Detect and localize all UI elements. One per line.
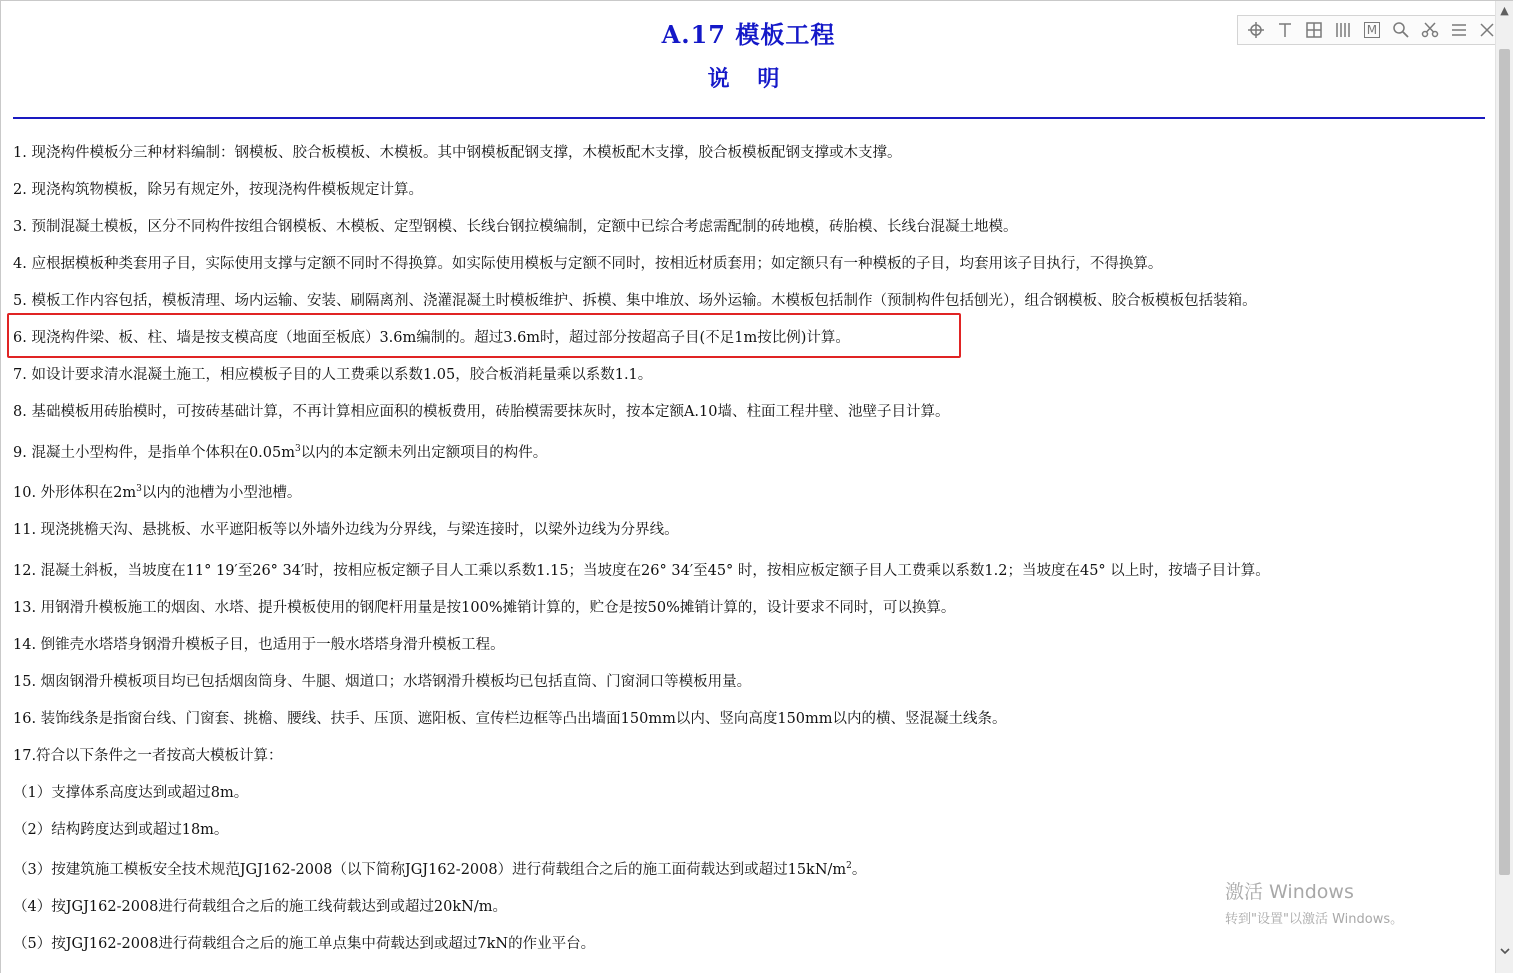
scissors-icon[interactable] <box>1418 18 1442 42</box>
item10-text: 10. 外形体积在2m <box>13 485 137 501</box>
list-item: 15. 烟囱钢滑升模板项目均已包括烟囱筒身、牛腿、烟道口；水塔钢滑升模板均已包括直筒、门窗洞口等模板用量。 <box>13 674 752 690</box>
list-item: （2）结构跨度达到或超过18m。 <box>13 822 229 838</box>
list-item: 1. 现浇构件模板分三种材料编制：钢模板、胶合板模板、木模板。其中钢模板配钢支撑，木模板配木支撑，胶合板模板配钢支撑或木支撑。 <box>13 145 902 161</box>
item10-superscript: 3 <box>136 484 142 495</box>
list-item: 13. 用钢滑升模板施工的烟囱、水塔、提升模板使用的钢爬杆用量是按100%摊销计算的，贮仓是按50%摊销计算的，设计要求不同时，可以换算。 <box>13 600 956 616</box>
item17-3-text-end: 。 <box>851 862 867 878</box>
list-item: 17.符合以下条件之一者按高大模板计算： <box>13 748 283 764</box>
table-icon[interactable] <box>1302 18 1326 42</box>
barcode-icon[interactable] <box>1331 18 1355 42</box>
m-icon-label: M <box>1364 22 1380 38</box>
list-item: 4. 应根据模板种类套用子目，实际使用支撑与定额不同时不得换算。如实际使用模板与定额不同时，按相近材质套用；如定额只有一种模板的子目，均套用该子目执行，不得换算。 <box>13 256 1163 272</box>
crosshair-icon[interactable] <box>1244 18 1268 42</box>
menu-icon[interactable] <box>1447 18 1471 42</box>
scroll-up-icon[interactable]: ▲ <box>1500 3 1509 17</box>
list-item: 2. 现浇构筑物模板，除另有规定外，按现浇构件模板规定计算。 <box>13 182 423 198</box>
watermark-line-2: 转到"设置"以激活 Windows。 <box>1225 912 1404 927</box>
search-icon[interactable] <box>1389 18 1413 42</box>
m-icon[interactable] <box>1360 18 1384 42</box>
page-title: A.17 模板工程 <box>661 20 836 49</box>
item9-text-end: 以内的本定额未列出定额项目的构件。 <box>300 445 548 461</box>
list-item <box>13 860 866 880</box>
list-item <box>13 443 547 463</box>
list-item: （1）支撑体系高度达到或超过8m。 <box>13 785 249 801</box>
vertical-scrollbar[interactable] <box>1495 1 1513 973</box>
item9-superscript: 3 <box>294 444 301 455</box>
list-item: 12. 混凝土斜板，当坡度在11° 19′至26° 34′时，按相应板定额子目人工乘以系数1.15；当坡度在26° 34′至45° 时，按相应板定额子目人工费乘以系数1.2；当坡度在45° 以上时，按墙子目计算。 <box>13 563 1270 579</box>
windows-activation-watermark <box>1225 877 1403 927</box>
list-item-highlighted: 6. 现浇构件梁、板、柱、墙是按支模高度（地面至板底）3.6m编制的。超过3.6m时，超过部分按超高子目(不足1m按比例)计算。 <box>13 330 850 346</box>
list-item: （5）按JGJ162-2008进行荷载组合之后的施工单点集中荷载达到或超过7kN的作业平台。 <box>13 936 596 952</box>
list-item: 11. 现浇挑檐天沟、悬挑板、水平遮阳板等以外墙外边线为分界线，与梁连接时，以梁外边线为分界线。 <box>13 522 679 538</box>
list-item: 7. 如设计要求清水混凝土施工，相应模板子目的人工费乘以系数1.05，胶合板消耗量乘以系数1.1。 <box>13 367 653 383</box>
floating-toolbar <box>1237 15 1507 45</box>
page-subtitle: 说 明 <box>707 66 790 92</box>
item10-text-end: 以内的池槽为小型池槽。 <box>141 485 302 501</box>
list-item: 16. 装饰线条是指窗台线、门窗套、挑檐、腰线、扶手、压顶、遮阳板、宣传栏边框等凸出墙面150mm以内、竖向高度150mm以内的横、竖混凝土线条。 <box>13 711 1007 727</box>
list-item: 5. 模板工作内容包括，模板清理、场内运输、安装、刷隔离剂、浇灌混凝土时模板维护、拆模、集中堆放、场外运输。木模板包括制作（预制构件包括刨光），组合钢模板、胶合板模板包括装箱。 <box>13 293 1257 309</box>
scrollbar-thumb[interactable] <box>1499 49 1510 875</box>
list-item: 8. 基础模板用砖胎模时，可按砖基础计算，不再计算相应面积的模板费用，砖胎模需要抹灰时，按本定额A.10墙、柱面工程井壁、池壁子目计算。 <box>13 404 950 420</box>
item9-text: 9. 混凝土小型构件，是指单个体积在0.05m <box>13 445 295 461</box>
header-divider <box>13 117 1485 119</box>
watermark-line-1: 激活 Windows <box>1225 881 1354 903</box>
list-item: 3. 预制混凝土模板，区分不同构件按组合钢模板、木模板、定型钢模、长线台钢拉模编制，定额中已综合考虑需配制的砖地模，砖胎模、长线台混凝土地模。 <box>13 219 1018 235</box>
chevron-down-icon[interactable] <box>1496 942 1513 960</box>
list-item <box>13 483 301 503</box>
item17-3-superscript: 2 <box>846 861 852 872</box>
list-item: （4）按JGJ162-2008进行荷载组合之后的施工线荷载达到或超过20kN/m。 <box>13 899 507 915</box>
list-item: 14. 倒锥壳水塔塔身钢滑升模板子目，也适用于一般水塔塔身滑升模板工程。 <box>13 637 505 653</box>
text-icon[interactable] <box>1273 18 1297 42</box>
item17-3-text: （3）按建筑施工模板安全技术规范JGJ162-2008（以下简称JGJ162-2008）进行荷载组合之后的施工面荷载达到或超过15kN/m <box>13 862 847 878</box>
